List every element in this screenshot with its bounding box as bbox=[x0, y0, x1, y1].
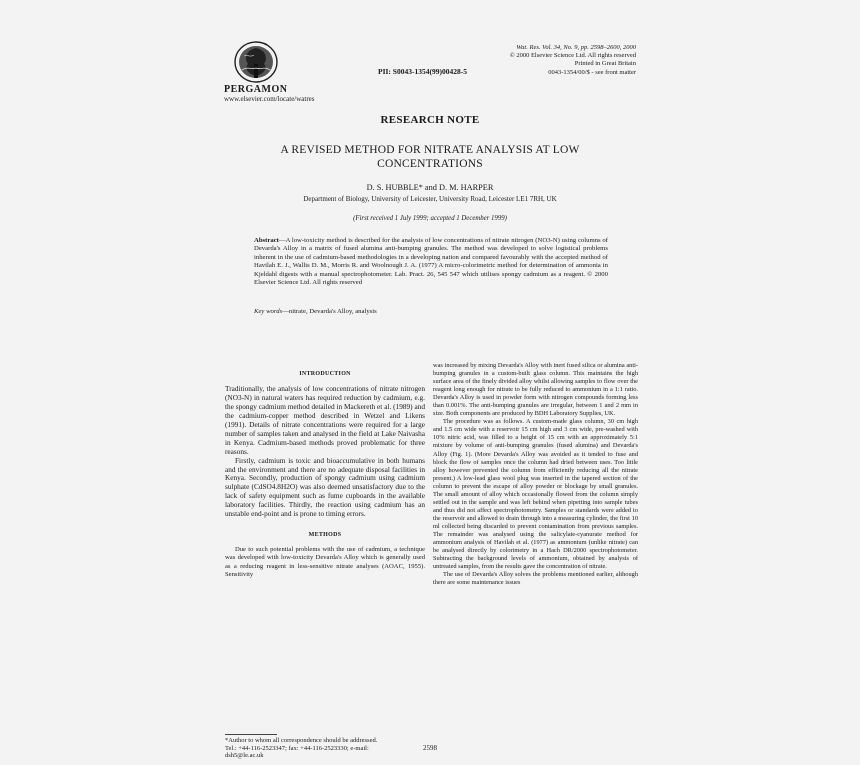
received-dates: (First received 1 July 1999; accepted 1 December 1999) bbox=[353, 215, 507, 222]
journal-url: www.elsevier.com/locate/watres bbox=[224, 95, 315, 103]
keywords-label: Key words bbox=[254, 308, 283, 315]
intro-paragraph-2: Firstly, cadmium is toxic and bioaccumulative in both humans and the environment and there are no adequate disposal facilities in Kenya. Secondly, production of spongy cadmium using cadmium sulphate (CdSO4.8H2O) was also deemed unsatisfactory due to the lack of safety equipment such as fume cupboards in the available laboratory facilities. Thirdly, the reaction using cadmium has an unstable end-point and is prone to timing errors. bbox=[225, 455, 425, 519]
methods-paragraph-2: was increased by mixing Devarda's Alloy with inert fused silica or alumina anti-bumping granules in a custom-built glass column. This maintains the high surface area of the finely divided alloy whilst allowing samples to flow over the reagent long enough for nitrate to be fully reduced to ammonium in a 1:1 ratio. Devarda's Alloy is used in powder form with nitrogen compounds forming less than 0.001%. The anti-bumping granules are irregular, between 1 and 2 mm in size. Both components are produced by BDH Laboratory Supplies, UK. bbox=[433, 362, 638, 418]
section-label: RESEARCH NOTE bbox=[380, 114, 480, 126]
methods-heading: METHODS bbox=[308, 532, 342, 539]
left-column bbox=[225, 370, 425, 579]
page-number: 2598 bbox=[423, 744, 437, 752]
affiliation: Department of Biology, University of Leicester, University Road, Leicester LE1 7RH, UK bbox=[303, 195, 557, 203]
keywords bbox=[254, 308, 608, 315]
issn-line: 0043-1354/00/$ - see front matter bbox=[548, 68, 636, 76]
journal-citation: Wat. Res. Vol. 34, No. 9, pp. 2598–2600, 2000 bbox=[516, 44, 636, 51]
procedure-paragraph: The procedure was as follows. A custom-made glass column, 30 cm high and 1.5 cm wide with a reservoir 15 cm high and 3 cm wide, pre-washed with 10% nitric acid, was filled to a height of 15 cm with an approximately 5:1 mixture by volume of anti-bumping granules (fused alumina) and Devarda's Alloy (Fig. 1). (More Devarda's Alloy was avoided as it tended to fuse and block the flow of samples once the column had dried between uses. Too little alloy however prevented the column from efficiently reducing all the nitrate present.) A low-lead glass wool plug was inserted in the tapered section of the column to prevent the escape of alloy powder or blockage by small granules. The small amount of alloy which occasionally flowed from the column simply settled out in the sample and was left behind when pipetting into sample tubes and thus did not affect spectrophotometry. Samples or standards were added to the reservoir and allowed to drain through into a measuring cylinder, the first 10 ml collected being discarded to prevent contamination from previous samples. The remainder was analysed using the salicylate-cyanurate method for ammonium analysis of Havilah et al. (1977) as ammonium (unlike nitrate) can be analysed directly by colorimetry in a Hach DR/2000 spectrophotometer. Subtracting the background levels of ammonium, obtained by analysis of untreated samples, from the results gave the concentration of nitrate. bbox=[433, 418, 638, 571]
article-title: A REVISED METHOD FOR NITRATE ANALYSIS AT LOW CONCENTRATIONS bbox=[280, 144, 580, 170]
journal-meta bbox=[510, 44, 636, 77]
introduction-heading: INTRODUCTION bbox=[299, 371, 351, 377]
abstract-label: Abstract bbox=[254, 237, 279, 244]
intro-paragraph-1: Traditionally, the analysis of low concentrations of nitrate nitrogen (NO3-N) in natural waters has required reduction by cadmium, e.g. the spongy cadmium method detailed in Mackereth et al. (1989) and the cadmium-copper method described in Wetzel and Likens (1991). Details of nitrate concentrations were required for a large number of samples taken and analysed in the field at Lake Naivasha in Kenya. Cadmium-based methods proved problematic for three reasons. bbox=[225, 383, 425, 456]
footnote-line-3: dsh5@le.ac.uk bbox=[225, 752, 264, 760]
footnote-line-2: Tel.: +44-116-2523347; fax: +44-116-2523330; e-mail: bbox=[225, 744, 369, 752]
abstract bbox=[254, 237, 608, 287]
pii-code: PII: S0043-1354(99)00428-5 bbox=[378, 67, 467, 76]
devarda-paragraph: The use of Devarda's Alloy solves the problems mentioned earlier, although there are some maintenance issues bbox=[433, 571, 638, 587]
abstract-text: —A low-toxicity method is described for the analysis of low concentrations of nitrate nitrogen (NO3-N) using columns of Devarda's Alloy in a matrix of fused alumina anti-bumping granules. The method was developed to solve logistical problems inherent in the use of cadmium-based methodologies in a developing nation and compared favourably with the accepted method of Havilah E. J., Wallis D. M., Morris R. and Woolnough J. A. (1977) A micro-colorimetric method for determination of ammonia in Kjeldahl digests with a manual spectrophotometer. Lab. Pract. 26, 545 547 which utilises spongy cadmium as a reagent. © 2000 Elsevier Science Ltd. All rights reserved bbox=[254, 237, 608, 287]
methods-paragraph-1: Due to such potential problems with the use of cadmium, a technique was developed with low-toxicity Devarda's Alloy which is generally used as a reducing reagent in less-sensitive nitrate analyses (AOAC, 1955). Sensitivity bbox=[225, 546, 425, 578]
keywords-text: —nitrate, Devarda's Alloy, analysis bbox=[282, 308, 377, 315]
right-column bbox=[433, 362, 638, 587]
authors: D. S. HUBBLE* and D. M. HARPER bbox=[366, 183, 494, 192]
tree-emblem-icon bbox=[222, 40, 290, 86]
footnote-divider bbox=[225, 734, 277, 735]
publisher-name: PERGAMON bbox=[224, 84, 288, 95]
printed-line: Printed in Great Britain bbox=[574, 60, 636, 68]
copyright-line: © 2000 Elsevier Science Ltd. All rights reserved bbox=[509, 52, 636, 60]
footnote-line-1: *Author to whom all correspondence should be addressed. bbox=[225, 737, 378, 744]
